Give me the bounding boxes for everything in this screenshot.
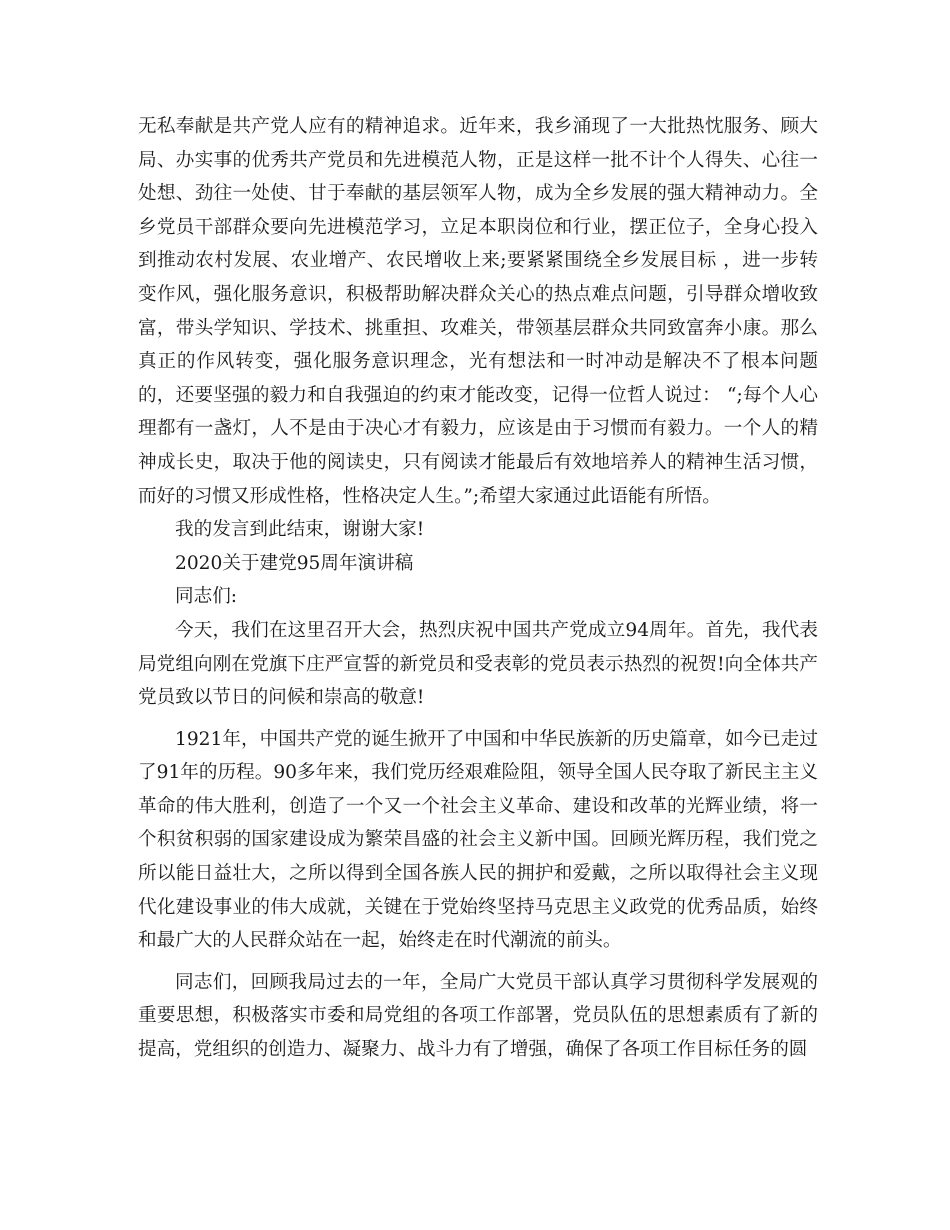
- document-body: [138, 110, 818, 1067]
- paragraph-closing-remark: 我的发言到此结束，谢谢大家!: [175, 519, 425, 541]
- salutation: 同志们:: [175, 586, 238, 608]
- paragraph-review: 同志们，回顾我局过去的一年，全局广大党员干部认真学习贯彻科学发展观的重要思想，积极落实市委和局党组的各项工作部署，党员队伍的思想素质有了新的提高，党组织的创造力、凝聚力、战斗力有了增强，确保了各项工作目标任务的圆: [138, 971, 818, 1061]
- speech-title: 2020关于建党95周年演讲稿: [175, 552, 414, 574]
- paragraph-history: 1921年，中国共产党的诞生掀开了中国和中华民族新的历史篇章，如今已走过了91年的历程。90多年来，我们党历经艰难险阻，领导全国人民夺取了新民主主义革命的伟大胜利，创造了一个又一个社会主义革命、建设和改革的光辉业绩，将一个积贫积弱的国家建设成为繁荣昌盛的社会主义新中国。回顾光辉历程，我们党之所以能日益壮大，之所以得到全国各族人民的拥护和爱戴，之所以取得社会主义现代化建设事业的伟大成就，关键在于党始终坚持马克思主义政党的优秀品质，始终和最广大的人民群众站在一起，始终走在时代潮流的前头。: [138, 728, 818, 952]
- paragraph-opening: 今天，我们在这里召开大会，热烈庆祝中国共产党成立94周年。首先，我代表局党组向刚在党旗下庄严宣誓的新党员和受表彰的党员表示热烈的祝贺!向全体共产党员致以节日的问候和崇高的敬意!: [138, 619, 818, 709]
- paragraph-continuation: 无私奉献是共产党人应有的精神追求。近年来，我乡涌现了一大批热忱服务、顾大局、办实事的优秀共产党员和先进模范人物，正是这样一批不计个人得失、心往一处想、劲往一处使、甘于奉献的基层领军人物，成为全乡发展的强大精神动力。全乡党员干部群众要向先进模范学习，立足本职岗位和行业，摆正位子，全身心投入到推动农村发展、农业增产、农民增收上来;要紧紧围绕全乡发展目标 ，进一步转变作风，强化服务意识，积极帮助解决群众关心的热点难点问题，引导群众增收致富，带头学知识、学技术、挑重担、攻难关，带领基层群众共同致富奔小康。那么真正的作风转变，强化服务意识理念，光有想法和一时冲动是解决不了根本问题的，还要坚强的毅力和自我强迫的约束才能改变，记得一位哲人说过： “;每个人心理都有一盏灯，人不是由于决心才有毅力，应该是由于习惯而有毅力。一个人的精神成长史，取决于他的阅读史，只有阅读才能最后有效地培养人的精神生活习惯，而好的习惯又形成性格，性格决定人生。”;希望大家通过此语能有所悟。: [138, 116, 818, 507]
